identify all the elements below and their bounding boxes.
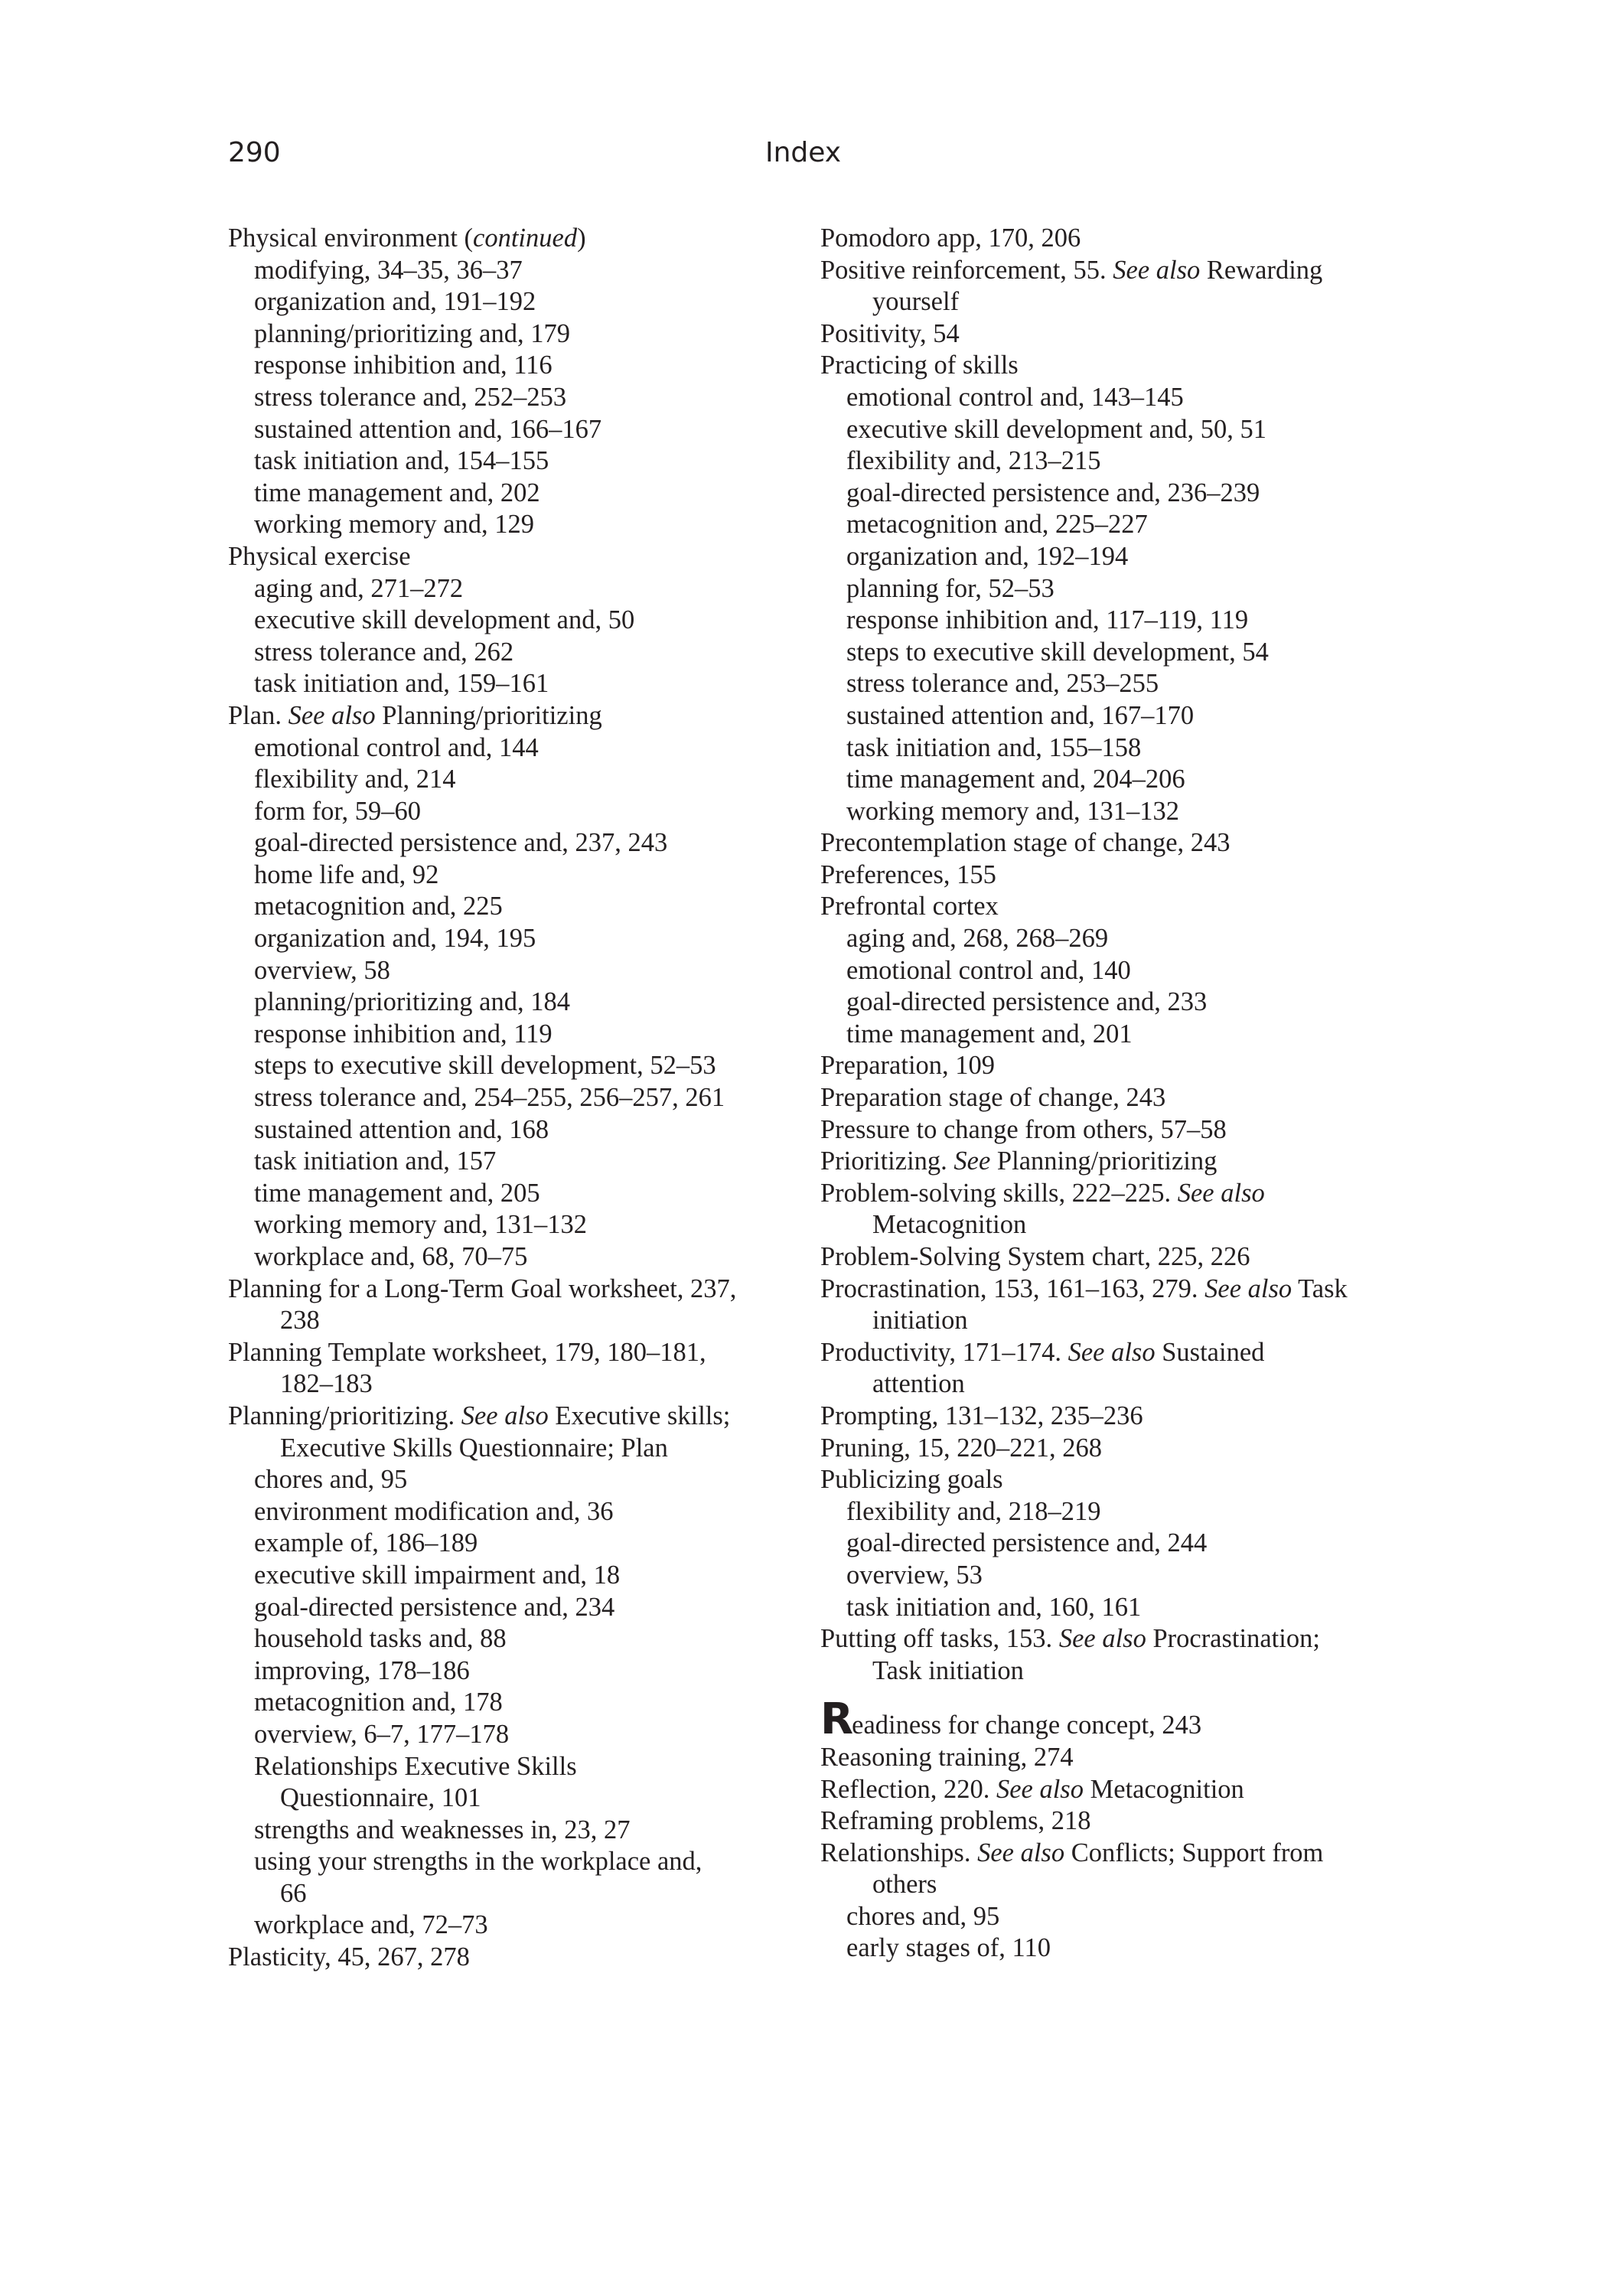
- index-entry: [820, 859, 1402, 892]
- entry-text: attention: [872, 1369, 965, 1399]
- entry-text: Conflicts; Support from: [1064, 1838, 1324, 1867]
- index-entry: [820, 827, 1402, 859]
- index-entry-continuation: [820, 1869, 1402, 1901]
- entry-text: task initiation and, 154–155: [254, 446, 549, 476]
- entry-text: Planning/prioritizing.: [228, 1401, 461, 1430]
- see-also-ref: See also: [288, 700, 376, 730]
- index-entry: [820, 1805, 1402, 1838]
- entry-text: Problem-solving skills, 222–225.: [820, 1178, 1178, 1208]
- entry-text: time management and, 201: [846, 1019, 1133, 1049]
- index-entry: [820, 1241, 1402, 1274]
- index-entry-continuation: [228, 1305, 810, 1337]
- entry-text: workplace and, 72–73: [254, 1910, 488, 1940]
- see-also-ref: See also: [977, 1838, 1065, 1867]
- see-also-ref: See also: [1113, 255, 1201, 285]
- entry-text: Sustained: [1155, 1337, 1265, 1367]
- index-entry: [820, 223, 1402, 255]
- entry-text: metacognition and, 225: [254, 892, 503, 921]
- entry-text: modifying, 34–35, 36–37: [254, 255, 523, 285]
- entry-text: planning/prioritizing and, 184: [254, 987, 570, 1017]
- index-entry: [820, 1114, 1402, 1146]
- entry-text: stress tolerance and, 253–255: [846, 669, 1159, 699]
- index-subentry: [228, 891, 810, 923]
- entry-text: Putting off tasks, 153.: [820, 1624, 1059, 1654]
- entry-text: time management and, 205: [254, 1178, 540, 1208]
- index-entry: [820, 350, 1402, 382]
- index-subentry: [228, 1241, 810, 1274]
- entry-text: Planning/prioritizing: [375, 700, 602, 730]
- index-subentry: [228, 859, 810, 892]
- entry-text: using your strengths in the workplace and,: [254, 1847, 702, 1877]
- entry-text: Rewarding: [1200, 255, 1323, 285]
- running-head-title: Index: [765, 137, 842, 168]
- index-entry: [228, 700, 810, 732]
- entry-text: environment modification and, 36: [254, 1496, 614, 1526]
- index-subentry: [820, 1019, 1402, 1051]
- entry-text: Plan.: [228, 700, 288, 730]
- index-subentry: [228, 478, 810, 510]
- entry-text: Practicing of skills: [820, 351, 1019, 380]
- index-subentry: [820, 1528, 1402, 1560]
- see-also-ref: continued: [473, 223, 578, 253]
- index-subentry: [228, 1209, 810, 1241]
- entry-text: workplace and, 68, 70–75: [254, 1242, 528, 1271]
- entry-text: Procrastination;: [1146, 1624, 1320, 1654]
- index-subentry: [228, 286, 810, 318]
- index-subentry: [820, 445, 1402, 478]
- entry-text: early stages of, 110: [846, 1933, 1051, 1963]
- index-subentry: [228, 668, 810, 700]
- index-subentry: [228, 827, 810, 859]
- index-subentry: [228, 1719, 810, 1751]
- entry-text: Reframing problems, 218: [820, 1806, 1091, 1836]
- entry-text: Physical environment (: [228, 223, 474, 253]
- index-subentry: [228, 382, 810, 414]
- entry-text: Publicizing goals: [820, 1465, 1003, 1495]
- index-subentry: [820, 1932, 1402, 1965]
- entry-text: Relationships Executive Skills: [254, 1751, 577, 1781]
- index-subentry: [228, 318, 810, 351]
- index-subentry: [228, 1655, 810, 1688]
- entry-text: Positivity, 54: [820, 318, 960, 348]
- index-subentry: [228, 1910, 810, 1942]
- entry-text: Problem-Solving System chart, 225, 226: [820, 1242, 1250, 1271]
- see-also-ref: See also: [461, 1401, 549, 1430]
- index-column-left: [228, 223, 810, 1974]
- index-entry: [820, 891, 1402, 923]
- entry-text: response inhibition and, 117–119, 119: [846, 605, 1249, 635]
- index-entry: [820, 1694, 1402, 1745]
- index-subentry: [820, 541, 1402, 573]
- index-subentry: [820, 382, 1402, 414]
- entry-text: overview, 58: [254, 955, 390, 985]
- index-entry: [820, 1838, 1402, 1870]
- index-entry: [820, 1742, 1402, 1774]
- index-entry: [820, 255, 1402, 287]
- entry-text: form for, 59–60: [254, 796, 422, 826]
- index-subentry: [228, 1623, 810, 1655]
- index-subentry: [228, 1019, 810, 1051]
- see-also-ref: See also: [1068, 1337, 1156, 1367]
- index-entry: [228, 1274, 810, 1306]
- entry-text: Planning/prioritizing: [990, 1146, 1217, 1176]
- entry-text: Preparation stage of change, 243: [820, 1083, 1166, 1113]
- entry-text: Relationships.: [820, 1838, 978, 1867]
- index-subentry: [228, 955, 810, 987]
- entry-text: Procrastination, 153, 161–163, 279.: [820, 1274, 1205, 1303]
- index-entry-continuation: [820, 286, 1402, 318]
- index-entry: [820, 1623, 1402, 1655]
- index-subentry: [228, 1178, 810, 1210]
- index-column-right: [820, 223, 1402, 1965]
- entry-text: goal-directed persistence and, 234: [254, 1592, 615, 1622]
- entry-text: Pruning, 15, 220–221, 268: [820, 1433, 1103, 1463]
- index-subentry: [228, 732, 810, 765]
- entry-text: executive skill development and, 50: [254, 605, 635, 635]
- index-entry-continuation: [228, 1878, 810, 1910]
- entry-text: Planning for a Long-Term Goal worksheet, 237,: [228, 1274, 737, 1303]
- index-entry: [820, 1774, 1402, 1806]
- index-subentry: [820, 573, 1402, 605]
- entry-text: strengths and weaknesses in, 23, 27: [254, 1815, 631, 1844]
- index-subentry: [820, 732, 1402, 765]
- index-subentry: [228, 1560, 810, 1592]
- index-entry-continuation: [820, 1368, 1402, 1401]
- index-entry: [228, 541, 810, 573]
- index-subentry: [228, 1687, 810, 1719]
- entry-text: Reasoning training, 274: [820, 1742, 1074, 1772]
- see-also-ref: See also: [1177, 1178, 1265, 1208]
- entry-text: example of, 186–189: [254, 1528, 478, 1558]
- entry-text: improving, 178–186: [254, 1655, 470, 1685]
- index-subentry: [228, 573, 810, 605]
- entry-text: yourself: [872, 287, 960, 317]
- see-also-ref: See also: [1058, 1624, 1146, 1654]
- index-entry: [820, 1178, 1402, 1210]
- page-number: 290: [228, 137, 281, 168]
- index-subentry: [228, 1082, 810, 1114]
- entry-text: Executive Skills Questionnaire; Plan: [280, 1433, 668, 1463]
- entry-text: sustained attention and, 166–167: [254, 414, 602, 444]
- entry-text: others: [872, 1870, 937, 1900]
- index-subentry: [820, 1560, 1402, 1592]
- index-subentry: [228, 1815, 810, 1847]
- entry-text: sustained attention and, 168: [254, 1114, 549, 1144]
- entry-text: stress tolerance and, 254–255, 256–257, 261: [254, 1083, 725, 1113]
- entry-text: task initiation and, 160, 161: [846, 1592, 1142, 1622]
- index-subentry: [228, 1464, 810, 1496]
- entry-text: flexibility and, 213–215: [846, 446, 1101, 476]
- entry-text: goal-directed persistence and, 237, 243: [254, 828, 668, 858]
- entry-text: organization and, 194, 195: [254, 924, 536, 954]
- index-entry: [820, 1050, 1402, 1082]
- index-subentry: [820, 668, 1402, 700]
- entry-text: Positive reinforcement, 55.: [820, 255, 1113, 285]
- entry-text: executive skill impairment and, 18: [254, 1560, 621, 1590]
- index-subentry: [820, 764, 1402, 796]
- entry-text: ): [577, 223, 586, 253]
- entry-text: Planning Template worksheet, 179, 180–181,: [228, 1337, 706, 1367]
- index-entry-continuation: [228, 1782, 810, 1815]
- index-subentry: [228, 255, 810, 287]
- index-subentry: [228, 445, 810, 478]
- entry-text: Preferences, 155: [820, 859, 996, 889]
- index-subentry: [228, 1528, 810, 1560]
- entry-text: stress tolerance and, 252–253: [254, 382, 567, 412]
- entry-text: emotional control and, 140: [846, 955, 1131, 985]
- entry-text: working memory and, 131–132: [846, 796, 1180, 826]
- index-subentry: [228, 796, 810, 828]
- index-entry-continuation: [820, 1209, 1402, 1241]
- entry-text: 238: [280, 1306, 320, 1336]
- entry-text: 182–183: [280, 1369, 373, 1399]
- entry-text: household tasks and, 88: [254, 1624, 507, 1654]
- index-entry: [228, 1337, 810, 1369]
- section-letter: R: [820, 1694, 852, 1745]
- index-entry: [228, 223, 810, 255]
- see-also-ref: See: [953, 1146, 991, 1176]
- index-subentry: [228, 987, 810, 1019]
- index-subentry: [228, 350, 810, 382]
- entry-text: eadiness for change concept, 243: [852, 1711, 1202, 1740]
- entry-text: organization and, 191–192: [254, 287, 536, 317]
- index-subentry: [228, 1751, 810, 1783]
- entry-text: organization and, 192–194: [846, 541, 1129, 571]
- index-subentry: [820, 478, 1402, 510]
- entry-text: flexibility and, 218–219: [846, 1496, 1101, 1526]
- see-also-ref: See also: [996, 1774, 1084, 1804]
- entry-text: time management and, 202: [254, 478, 540, 507]
- entry-text: overview, 6–7, 177–178: [254, 1719, 510, 1749]
- entry-text: Metacognition: [872, 1210, 1027, 1240]
- index-subentry: [820, 796, 1402, 828]
- entry-text: Precontemplation stage of change, 243: [820, 828, 1231, 858]
- entry-text: Pomodoro app, 170, 206: [820, 223, 1081, 253]
- entry-text: home life and, 92: [254, 859, 439, 889]
- entry-text: 66: [280, 1878, 307, 1908]
- index-subentry: [820, 1592, 1402, 1624]
- entry-text: chores and, 95: [254, 1465, 408, 1495]
- index-entry: [820, 1433, 1402, 1465]
- index-subentry: [228, 1846, 810, 1878]
- entry-text: Reflection, 220.: [820, 1774, 996, 1804]
- entry-text: goal-directed persistence and, 233: [846, 987, 1208, 1017]
- index-entry-continuation: [820, 1655, 1402, 1688]
- entry-text: stress tolerance and, 262: [254, 637, 514, 667]
- index-entry: [820, 1401, 1402, 1433]
- entry-text: planning for, 52–53: [846, 573, 1054, 603]
- index-entry: [228, 1942, 810, 1974]
- index-subentry: [820, 987, 1402, 1019]
- index-subentry: [820, 637, 1402, 669]
- index-subentry: [820, 955, 1402, 987]
- entry-text: Prefrontal cortex: [820, 892, 999, 921]
- index-entry-continuation: [228, 1433, 810, 1465]
- entry-text: steps to executive skill development, 54: [846, 637, 1269, 667]
- index-entry: [820, 1146, 1402, 1178]
- index-subentry: [820, 414, 1402, 446]
- index-entry: [820, 1274, 1402, 1306]
- entry-text: Plasticity, 45, 267, 278: [228, 1942, 470, 1972]
- entry-text: working memory and, 129: [254, 510, 535, 540]
- entry-text: initiation: [872, 1306, 968, 1336]
- entry-text: task initiation and, 157: [254, 1146, 497, 1176]
- entry-text: metacognition and, 225–227: [846, 510, 1148, 540]
- index-subentry: [820, 1901, 1402, 1933]
- index-entry: [820, 1464, 1402, 1496]
- index-entry-continuation: [820, 1305, 1402, 1337]
- entry-text: task initiation and, 155–158: [846, 732, 1142, 762]
- index-entry: [820, 318, 1402, 351]
- entry-text: goal-directed persistence and, 244: [846, 1528, 1208, 1558]
- index-entry: [820, 1082, 1402, 1114]
- index-subentry: [228, 1146, 810, 1178]
- entry-text: task initiation and, 159–161: [254, 669, 549, 699]
- index-subentry: [228, 764, 810, 796]
- index-entry: [820, 1337, 1402, 1369]
- entry-text: working memory and, 131–132: [254, 1210, 588, 1240]
- index-entry-continuation: [228, 1368, 810, 1401]
- entry-text: executive skill development and, 50, 51: [846, 414, 1266, 444]
- entry-text: goal-directed persistence and, 236–239: [846, 478, 1260, 507]
- entry-text: Preparation, 109: [820, 1051, 996, 1081]
- entry-text: Prompting, 131–132, 235–236: [820, 1401, 1143, 1430]
- see-also-ref: See also: [1204, 1274, 1292, 1303]
- entry-text: Executive skills;: [548, 1401, 731, 1430]
- index-subentry: [820, 509, 1402, 541]
- entry-text: Physical exercise: [228, 541, 411, 571]
- entry-text: response inhibition and, 119: [254, 1019, 553, 1049]
- entry-text: overview, 53: [846, 1560, 983, 1590]
- entry-text: planning/prioritizing and, 179: [254, 318, 570, 348]
- entry-text: emotional control and, 144: [254, 732, 539, 762]
- index-subentry: [820, 923, 1402, 955]
- entry-text: Productivity, 171–174.: [820, 1337, 1068, 1367]
- index-subentry: [820, 700, 1402, 732]
- index-subentry: [228, 509, 810, 541]
- entry-text: Prioritizing.: [820, 1146, 954, 1176]
- entry-text: Task initiation: [872, 1655, 1024, 1685]
- index-subentry: [228, 1050, 810, 1082]
- index-subentry: [228, 1114, 810, 1146]
- index-subentry: [228, 637, 810, 669]
- index-subentry: [228, 1496, 810, 1528]
- entry-text: steps to executive skill development, 52–53: [254, 1051, 716, 1081]
- entry-text: Task: [1292, 1274, 1348, 1303]
- entry-text: chores and, 95: [846, 1901, 1000, 1931]
- index-subentry: [228, 605, 810, 637]
- entry-text: Pressure to change from others, 57–58: [820, 1114, 1227, 1144]
- entry-text: flexibility and, 214: [254, 765, 456, 794]
- entry-text: response inhibition and, 116: [254, 351, 553, 380]
- entry-text: Metacognition: [1083, 1774, 1244, 1804]
- index-entry: [228, 1401, 810, 1433]
- entry-text: emotional control and, 143–145: [846, 382, 1184, 412]
- index-subentry: [820, 605, 1402, 637]
- index-subentry: [228, 923, 810, 955]
- index-subentry: [820, 1496, 1402, 1528]
- index-subentry: [228, 1592, 810, 1624]
- entry-text: aging and, 268, 268–269: [846, 924, 1109, 954]
- entry-text: time management and, 204–206: [846, 765, 1185, 794]
- entry-text: metacognition and, 178: [254, 1688, 503, 1717]
- entry-text: aging and, 271–272: [254, 573, 464, 603]
- entry-text: Questionnaire, 101: [280, 1783, 481, 1813]
- entry-text: sustained attention and, 167–170: [846, 700, 1195, 730]
- index-subentry: [228, 414, 810, 446]
